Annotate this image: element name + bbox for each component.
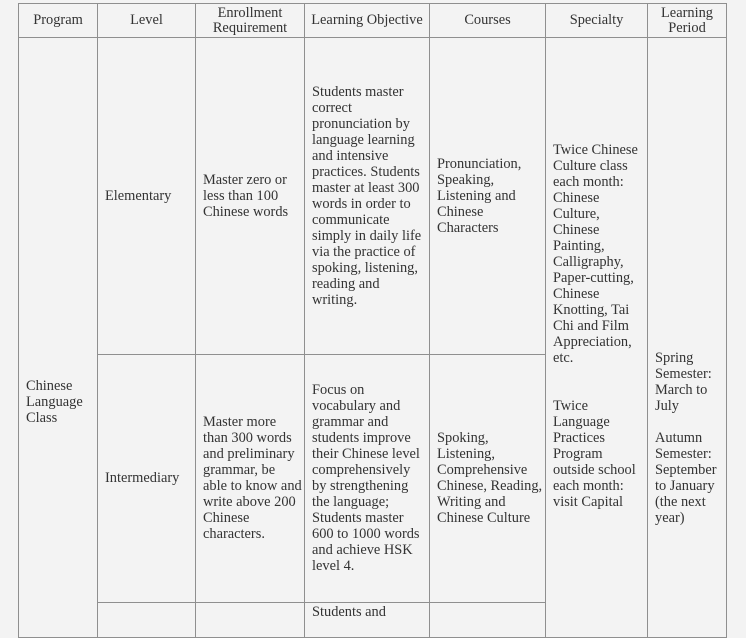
enrollment-cell: Master more than 300 words and preliminary grammar, be able to know and write above 200 Chinese characters.: [196, 355, 305, 603]
program-cell: Chinese Language Class: [19, 38, 98, 638]
period-autumn-text: Autumn Semester: September to January (the next year): [655, 430, 717, 526]
header-enrollment: Enrollment Requirement: [196, 4, 305, 38]
courses-cell: Pronunciation, Speaking, Listening and Chinese Characters: [430, 38, 546, 355]
specialty-practice-text: Twice Language Practices Program outside school each month: visit Capital: [553, 398, 636, 510]
header-program: Program: [19, 4, 98, 38]
table-row: [19, 38, 727, 355]
objective-cell: Students master correct pronunciation by language learning and intensive practices. Students master at least 300 words in order to communicate simply in daily life via the practice of spoking, listening, reading and writing.: [305, 38, 430, 355]
specialty-cell: [546, 38, 648, 638]
specialty-culture-text: Twice Chinese Culture class each month: Chinese Culture, Chinese Painting, Calligraphy, Paper-cutting, Chinese Knotting, Tai Chi and Film Appreciation, etc.: [553, 142, 638, 366]
courses-cell: [430, 602, 546, 637]
enrollment-cell: Master zero or less than 100 Chinese words: [196, 38, 305, 355]
program-table: [18, 3, 727, 638]
level-cell: Intermediary: [98, 355, 196, 603]
header-objective: Learning Objective: [305, 4, 430, 38]
enrollment-cell: [196, 602, 305, 637]
courses-cell: Spoking, Listening, Comprehensive Chinese, Reading, Writing and Chinese Culture: [430, 355, 546, 603]
objective-cell: Focus on vocabulary and grammar and students improve their Chinese level comprehensively by strengthening the language; Students master 600 to 1000 words and achieve HSK level 4.: [305, 355, 430, 603]
header-period: Learning Period: [648, 4, 727, 38]
header-level: Level: [98, 4, 196, 38]
header-courses: Courses: [430, 4, 546, 38]
period-cell: [648, 38, 727, 638]
period-spring-text: Spring Semester: March to July: [655, 350, 712, 414]
objective-cell: Students and: [305, 602, 430, 637]
header-specialty: Specialty: [546, 4, 648, 38]
header-row: [19, 4, 727, 38]
level-cell: Elementary: [98, 38, 196, 355]
level-cell: [98, 602, 196, 637]
